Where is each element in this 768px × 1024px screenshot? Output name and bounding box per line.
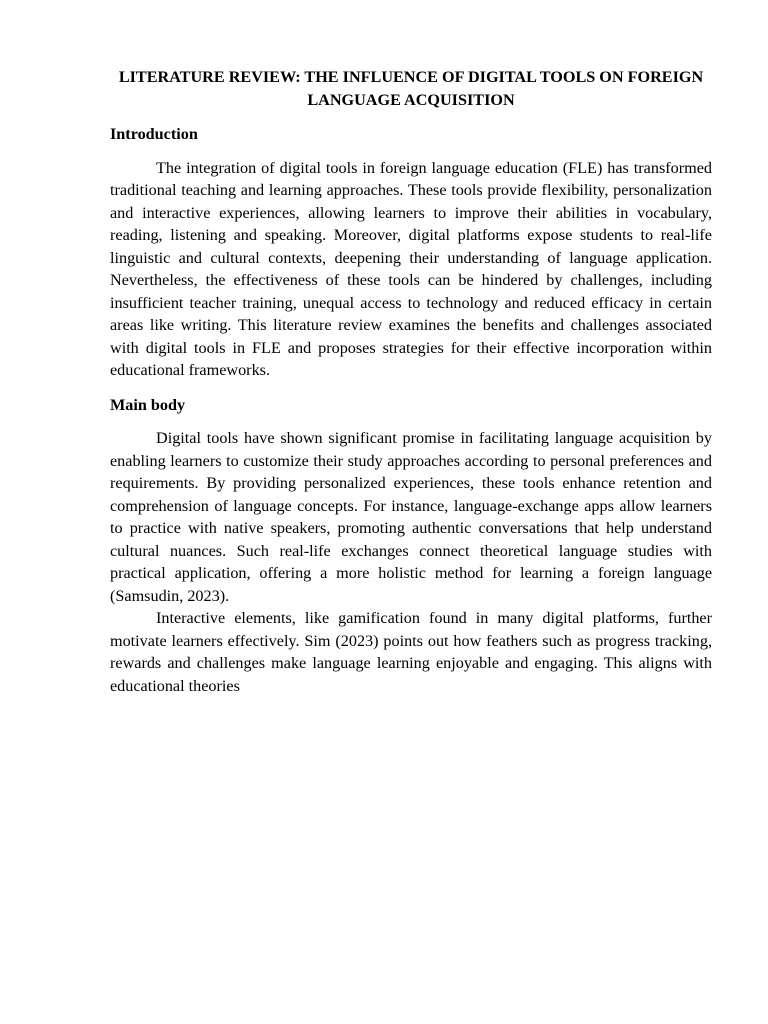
- introduction-paragraph: The integration of digital tools in foreign language education (FLE) has transformed traditional teaching and learning approaches. These tools provide flexibility, personalization and interactive experiences, allowing learners to improve their abilities in vocabulary, reading, listening and speaking. Moreover, digital platforms expose students to real-life linguistic and cultural contexts, deepening their understanding of language application. Nevertheless, the effectiveness of these tools can be hindered by challenges, including insufficient teacher training, unequal access to technology and reduced efficacy in certain areas like writing. This literature review examines the benefits and challenges associated with digital tools in FLE and proposes strategies for their effective incorporation within educational frameworks.: [110, 158, 712, 379]
- main-body-paragraph-2: Interactive elements, like gamification found in many digital platforms, further motivate learners effectively. Sim (2023) points out how feathers such as progress tracking, rewards and challenges make language learning enjoyable and engaging. This aligns with educational theories: [110, 609, 712, 695]
- section-heading-introduction: Introduction: [110, 125, 198, 143]
- document-title: LITERATURE REVIEW: THE INFLUENCE OF DIGITAL TOOLS ON FOREIGN LANGUAGE ACQUISITION: [118, 68, 704, 109]
- section-heading-main-body: Main body: [110, 395, 186, 414]
- document-page: [110, 66, 712, 697]
- main-body-paragraph-1: Digital tools have shown significant promise in facilitating language acquisition by enabling learners to customize their study approaches according to personal preferences and requirements. By providing personalized experiences, these tools enhance retention and comprehension of language concepts. For instance, language-exchange apps allow learners to practice with native speakers, promoting authentic conversations that help understand cultural nuances. Such real-life exchanges connect theoretical language studies with practical application, offering a more holistic method for learning a foreign language (Samsudin, 2023).: [110, 429, 712, 605]
